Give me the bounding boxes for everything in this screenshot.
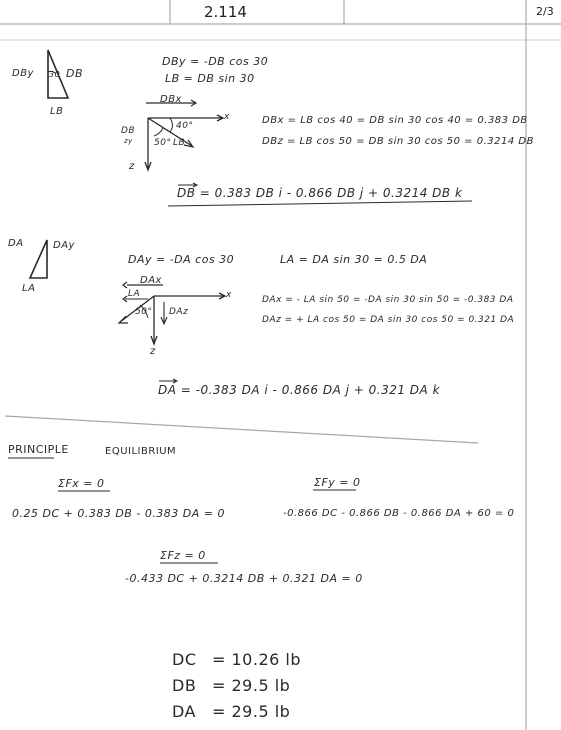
da-tri-bottom: LA (22, 283, 36, 294)
eq-dbx: DBx = LB cos 40 = DB sin 30 cos 40 = 0.383 DB (262, 115, 528, 126)
problem-number: 2.114 (204, 3, 247, 21)
eq-la: LA = DA sin 30 = 0.5 DA (280, 253, 428, 266)
result-dc-value: = 10.26 lb (212, 650, 301, 669)
sum-fx-equation: 0.25 DC + 0.383 DB - 0.383 DA = 0 (12, 507, 226, 520)
result-db-value: = 29.5 lb (212, 676, 291, 695)
da-diag-z-axis: z (150, 346, 156, 357)
eq-dbz: DBz = LB cos 50 = DB sin 30 cos 50 = 0.3214 DB (262, 136, 534, 147)
db-diag-x-axis: x (224, 112, 230, 122)
db-tri-hyp: DB (66, 67, 84, 80)
result-da-value: = 29.5 lb (212, 702, 291, 721)
da-diag-x-axis: x (226, 290, 232, 300)
da-diag-la: LA (128, 289, 141, 299)
result-dc-label: DC (172, 650, 197, 669)
sum-fx-label: ΣFx = 0 (58, 477, 105, 490)
db-diag-dbx: DBx (160, 94, 182, 105)
da-tri-side: DAy (53, 240, 75, 251)
da-tri-hyp: DA (8, 238, 24, 249)
page-number: 2/3 (536, 5, 554, 18)
sum-fz-equation: -0.433 DC + 0.3214 DB + 0.321 DA = 0 (125, 572, 363, 585)
eq-day: DAy = -DA cos 30 (128, 253, 235, 266)
da-diag-angle50: 50° (135, 307, 153, 317)
db-diag-z-axis: z (129, 161, 135, 172)
da-diag-dax: DAx (140, 275, 162, 286)
db-vector: DB = 0.383 DB i - 0.866 DB j + 0.3214 DB k (177, 186, 463, 200)
db-diag-angle50: 50° (154, 138, 172, 148)
db-tri-angle: 30 (49, 70, 61, 79)
result-da-label: DA (172, 702, 196, 721)
eq-dax: DAx = - LA sin 50 = -DA sin 30 sin 50 = -0.383 DA (262, 295, 514, 305)
db-tri-lb: LB (50, 106, 64, 117)
eq-daz: DAz = + LA cos 50 = DA sin 30 cos 50 = 0.321 DA (262, 315, 515, 325)
eq-dby: DBy = -DB cos 30 (162, 55, 269, 68)
principle-subtitle: EQUILIBRIUM (105, 446, 177, 457)
result-db-label: DB (172, 676, 197, 695)
sum-fy-label: ΣFy = 0 (314, 476, 361, 489)
eq-lb: LB = DB sin 30 (165, 72, 255, 85)
db-diag-lb: LB (173, 138, 186, 148)
principle-title: PRINCIPLE (8, 443, 69, 456)
sum-fy-equation: -0.866 DC - 0.866 DB - 0.866 DA + 60 = 0 (283, 508, 515, 519)
db-tri-dby: DBy (12, 68, 34, 79)
db-diag-sub: zy (124, 137, 133, 145)
da-diag-daz: DAz (169, 307, 189, 317)
sum-fz-label: ΣFz = 0 (160, 549, 206, 562)
da-vector: DA = -0.383 DA i - 0.866 DA j + 0.321 DA k (158, 383, 441, 397)
db-diag-angle40: 40° (176, 121, 194, 131)
db-diag-db: DB (121, 126, 136, 136)
